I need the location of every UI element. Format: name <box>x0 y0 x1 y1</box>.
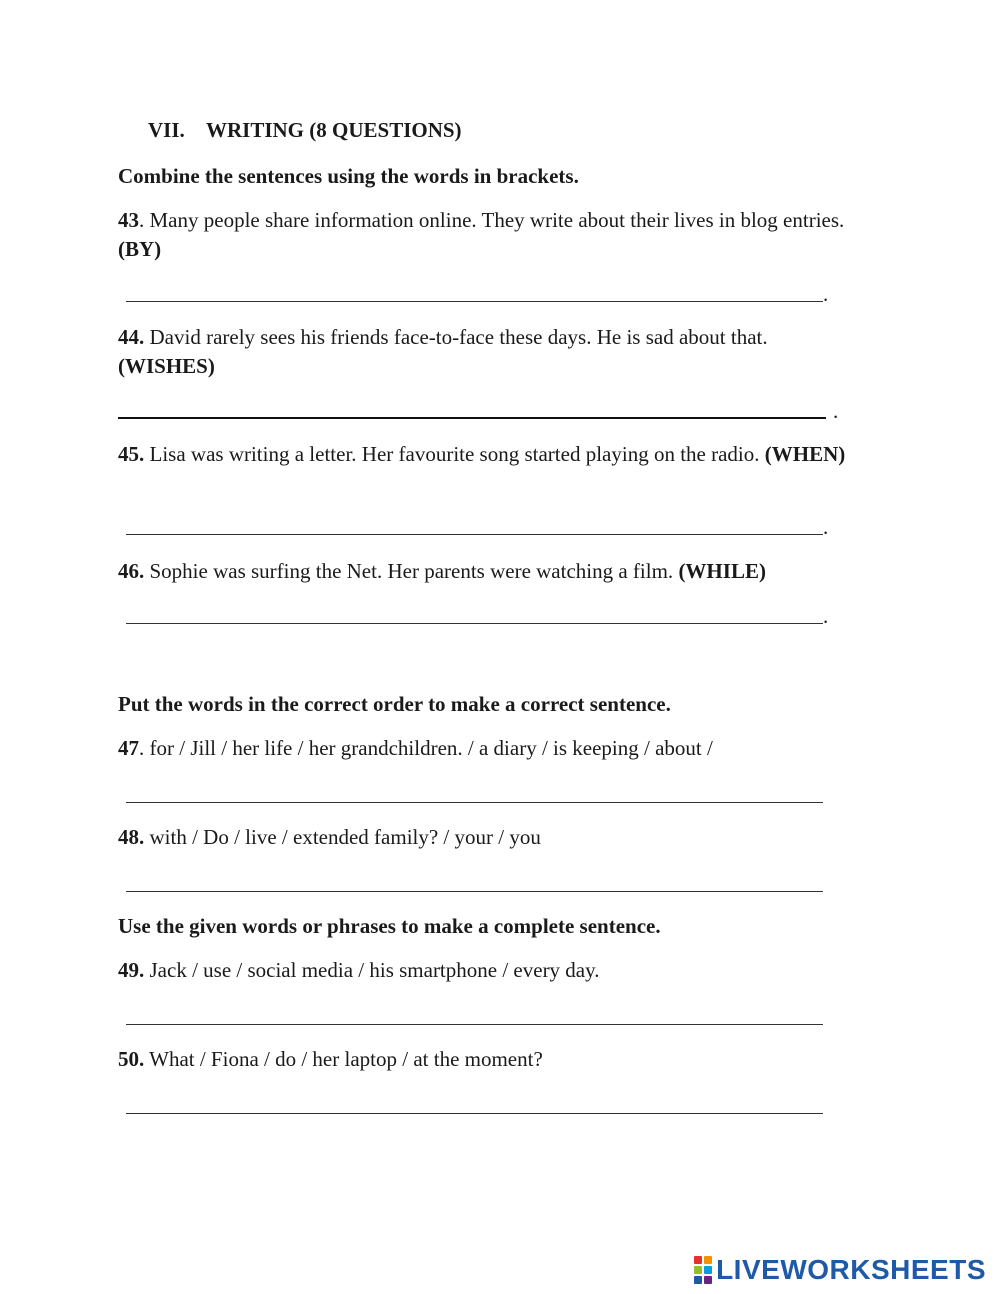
answer-line-43[interactable] <box>126 301 823 302</box>
logo-text: LIVEWORKSHEETS <box>716 1254 986 1285</box>
answer-line-44[interactable] <box>118 417 826 419</box>
answer-period: . <box>823 515 829 539</box>
answer-period: . <box>823 604 829 628</box>
question-number: 43 <box>118 208 139 232</box>
answer-period: . <box>833 399 839 423</box>
question-number: 48. <box>118 825 145 849</box>
question-44: 44. David rarely sees his friends face-to-face these days. He is sad about that. (WISHES) <box>118 325 768 378</box>
section-heading <box>148 118 462 143</box>
question-number: 46. <box>118 559 145 583</box>
section-number: VII. <box>148 118 185 142</box>
logo-icon <box>694 1256 712 1284</box>
question-49: 49. Jack / use / social media / his smartphone / every day. <box>118 958 600 982</box>
question-number: 44. <box>118 325 145 349</box>
answer-line-47[interactable] <box>126 802 823 803</box>
question-keyword: (WHILE) <box>678 559 766 583</box>
answer-line-48[interactable] <box>126 891 823 892</box>
answer-line-46[interactable] <box>126 623 823 624</box>
question-number: 50. <box>118 1047 145 1071</box>
section-title: WRITING (8 QUESTIONS) <box>206 118 462 142</box>
answer-period: . <box>823 282 829 306</box>
question-number: 49. <box>118 958 145 982</box>
question-number: 45. <box>118 442 145 466</box>
question-43: 43. Many people share information online. They write about their lives in blog entries. (BY) <box>118 208 845 261</box>
question-47: 47. for / Jill / her life / her grandchildren. / a diary / is keeping / about / <box>118 736 713 760</box>
question-50: 50. What / Fiona / do / her laptop / at the moment? <box>118 1047 543 1071</box>
question-keyword: (WHEN) <box>764 442 846 466</box>
question-keyword: (WISHES) <box>118 354 215 378</box>
instruction-order: Put the words in the correct order to make a correct sentence. <box>118 692 671 716</box>
question-45: 45. Lisa was writing a letter. Her favourite song started playing on the radio. (WHEN) <box>118 442 846 466</box>
liveworksheets-logo <box>694 1254 986 1286</box>
instruction-complete: Use the given words or phrases to make a complete sentence. <box>118 914 661 938</box>
question-48: 48. with / Do / live / extended family? / your / you <box>118 825 541 849</box>
question-number: 47 <box>118 736 139 760</box>
instruction-combine: Combine the sentences using the words in brackets. <box>118 164 579 188</box>
question-keyword: (BY) <box>118 237 162 261</box>
answer-line-49[interactable] <box>126 1024 823 1025</box>
question-46: 46. Sophie was surfing the Net. Her parents were watching a film. (WHILE) <box>118 559 766 583</box>
answer-line-50[interactable] <box>126 1113 823 1114</box>
answer-line-45[interactable] <box>126 534 823 535</box>
